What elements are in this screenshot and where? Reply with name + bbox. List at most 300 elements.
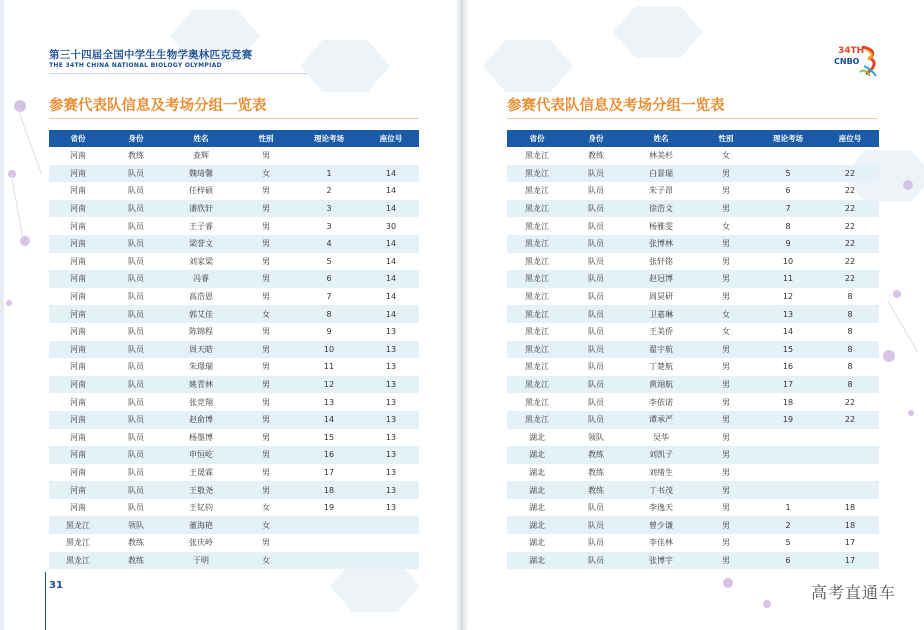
section-title: 参赛代表队信息及考场分组一览表 (507, 98, 725, 114)
cell-exam-room: 9 (326, 327, 332, 337)
cell-role: 队员 (107, 235, 165, 253)
cell-gender: 男 (697, 552, 755, 570)
cell-gender: 男 (697, 235, 755, 253)
cell-name: 查辉 (193, 151, 209, 161)
cell-seat-number (821, 429, 879, 447)
cell-seat-number: 22 (821, 270, 879, 288)
molecule-dot (14, 100, 26, 112)
cell-name: 于明 (165, 552, 237, 570)
cell-exam-room: 1 (785, 503, 791, 513)
cell-gender: 男 (237, 376, 295, 394)
cell-seat-number: 8 (821, 305, 879, 323)
cell-name: 陈锦程 (189, 327, 213, 337)
table-row (507, 253, 879, 271)
cell-role: 队员 (107, 165, 165, 183)
table-row (49, 534, 419, 552)
table-row (507, 358, 879, 376)
cell-gender: 男 (697, 446, 755, 464)
cell-role: 队员 (588, 503, 604, 513)
cell-name: 王美侨 (649, 327, 673, 337)
cell-name: 刘凯子 (625, 446, 697, 464)
column-header-gender: 性别 (697, 130, 755, 147)
cell-role: 队员 (567, 165, 625, 183)
cell-role: 队员 (107, 446, 165, 464)
cell-seat-number: 22 (821, 235, 879, 253)
cell-province: 黑龙江 (525, 327, 549, 337)
cell-name: 张博林 (625, 235, 697, 253)
page-number-rule (45, 572, 46, 630)
cell-seat-number: 17 (821, 552, 879, 570)
page-number: 31 (49, 580, 63, 591)
cell-gender: 男 (262, 362, 270, 372)
cell-province: 湖北 (529, 432, 545, 442)
cell-seat-number (363, 534, 419, 552)
cell-name: 曾少谦 (625, 516, 697, 534)
cell-role: 教练 (128, 538, 144, 548)
table-row (49, 464, 419, 482)
cell-name: 丁书茂 (625, 481, 697, 499)
cell-role: 队员 (128, 256, 144, 266)
cell-exam-room (755, 446, 821, 464)
molecule-line (17, 108, 42, 174)
cell-seat-number (821, 147, 879, 165)
cell-name: 李佳林 (649, 538, 673, 548)
cell-role: 队员 (128, 503, 144, 513)
cell-seat-number: 13 (385, 503, 397, 513)
cell-gender: 女 (237, 165, 295, 183)
cell-name: 白景瑞 (625, 165, 697, 183)
cell-exam-room: 12 (295, 376, 363, 394)
table-row (49, 376, 419, 394)
cell-role: 领队 (588, 432, 604, 442)
cell-exam-room (295, 534, 363, 552)
cell-role: 队员 (567, 376, 625, 394)
logo-swirl-icon (856, 44, 882, 78)
cell-province: 河南 (70, 186, 86, 196)
molecule-dot (903, 180, 913, 190)
cell-name: 冯睿 (165, 270, 237, 288)
cell-name: 徐浩文 (625, 200, 697, 218)
cell-exam-room: 3 (295, 200, 363, 218)
table-row (507, 516, 879, 534)
cell-exam-room: 16 (295, 446, 363, 464)
cell-province: 河南 (49, 446, 107, 464)
column-header-seat-number: 座位号 (363, 130, 419, 147)
molecule-dot (6, 300, 12, 306)
cell-exam-room: 7 (326, 292, 332, 302)
cell-province: 湖北 (529, 467, 545, 477)
cell-exam-room: 16 (782, 362, 794, 372)
molecule-dot (893, 290, 901, 298)
cell-province: 湖北 (507, 516, 567, 534)
cell-gender: 男 (262, 151, 270, 161)
cell-province: 黑龙江 (49, 552, 107, 570)
table-row (49, 552, 419, 570)
cell-role: 队员 (567, 341, 625, 359)
cell-exam-room: 8 (295, 305, 363, 323)
table-row (49, 235, 419, 253)
cell-exam-room: 13 (323, 397, 335, 407)
cell-seat-number: 8 (847, 292, 853, 302)
cell-gender: 男 (262, 327, 270, 337)
cell-exam-room (755, 481, 821, 499)
cell-exam-room (295, 147, 363, 165)
column-header-province: 省份 (49, 130, 107, 147)
cell-exam-room: 8 (785, 221, 791, 231)
cell-exam-room: 12 (782, 292, 794, 302)
cell-province: 河南 (70, 327, 86, 337)
cell-exam-room: 9 (755, 235, 821, 253)
cell-seat-number: 8 (821, 341, 879, 359)
table-header-row (507, 130, 879, 147)
cell-gender: 男 (697, 270, 755, 288)
cell-gender: 男 (697, 376, 755, 394)
column-header-role: 身份 (567, 130, 625, 147)
cell-province: 湖北 (507, 446, 567, 464)
cell-name: 张轩铭 (649, 256, 673, 266)
cell-province: 黑龙江 (507, 376, 567, 394)
cell-seat-number: 22 (821, 200, 879, 218)
cell-gender: 女 (237, 516, 295, 534)
cell-gender: 女 (237, 552, 295, 570)
table-row (49, 323, 419, 341)
cell-seat-number: 13 (363, 481, 419, 499)
table-row (49, 411, 419, 429)
cell-province: 黑龙江 (49, 516, 107, 534)
cell-gender: 女 (697, 305, 755, 323)
cell-role: 教练 (567, 446, 625, 464)
cell-role: 队员 (128, 397, 144, 407)
cell-role: 队员 (567, 552, 625, 570)
cell-gender: 男 (722, 432, 730, 442)
cell-province: 河南 (49, 341, 107, 359)
table-row (49, 288, 419, 306)
cell-province: 黑龙江 (525, 256, 549, 266)
cell-province: 黑龙江 (525, 186, 549, 196)
cell-seat-number (821, 464, 879, 482)
cell-province: 黑龙江 (525, 362, 549, 372)
cell-name: 郭艾佳 (165, 305, 237, 323)
cell-seat-number: 18 (821, 516, 879, 534)
cell-seat-number: 13 (385, 397, 397, 407)
column-header-name: 姓名 (625, 130, 697, 147)
cell-exam-room: 15 (323, 432, 335, 442)
cell-role: 队员 (107, 305, 165, 323)
cell-province: 黑龙江 (507, 341, 567, 359)
column-header-exam-room: 理论考场 (295, 130, 363, 147)
hexagon-decoration (613, 6, 703, 58)
cell-gender: 男 (722, 292, 730, 302)
cell-province: 河南 (70, 432, 86, 442)
cell-gender: 男 (697, 481, 755, 499)
cell-province: 黑龙江 (507, 200, 567, 218)
cell-name: 丁楚航 (649, 362, 673, 372)
cnbo-logo (834, 44, 884, 80)
cell-seat-number: 14 (363, 235, 419, 253)
table-row (507, 446, 879, 464)
cell-name: 王晟霖 (189, 467, 213, 477)
table-row (507, 429, 879, 447)
page-edge (0, 0, 4, 630)
cell-name: 申恒屹 (165, 446, 237, 464)
table-body (49, 147, 419, 569)
cell-role: 队员 (588, 362, 604, 372)
molecule-line (887, 300, 918, 352)
cell-seat-number: 14 (385, 186, 397, 196)
cell-gender: 男 (722, 186, 730, 196)
cell-exam-room: 19 (755, 411, 821, 429)
cell-seat-number: 17 (844, 538, 856, 548)
cell-gender: 女 (262, 503, 270, 513)
cell-exam-room: 5 (785, 538, 791, 548)
cell-name: 潘欣轩 (165, 200, 237, 218)
cell-province: 河南 (70, 151, 86, 161)
table-row (507, 147, 879, 165)
cell-seat-number: 8 (821, 376, 879, 394)
table-row (49, 446, 419, 464)
cell-province: 湖北 (507, 552, 567, 570)
cell-province: 河南 (49, 165, 107, 183)
cell-name: 谭承严 (625, 411, 697, 429)
cell-exam-room: 5 (755, 165, 821, 183)
cell-gender: 男 (697, 516, 755, 534)
cell-exam-room: 14 (782, 327, 794, 337)
right-page (463, 0, 924, 630)
cell-gender: 女 (722, 327, 730, 337)
cell-role: 队员 (128, 292, 144, 302)
book-gutter (455, 0, 469, 630)
cell-name: 高浩恩 (189, 292, 213, 302)
cell-gender: 男 (262, 432, 270, 442)
cell-province: 河南 (49, 270, 107, 288)
cell-gender: 男 (697, 341, 755, 359)
column-header-gender: 性别 (237, 130, 295, 147)
cell-gender: 男 (237, 235, 295, 253)
cell-seat-number: 13 (385, 432, 397, 442)
cell-seat-number (363, 147, 419, 165)
cell-gender: 男 (262, 292, 270, 302)
table-row (507, 534, 879, 552)
cell-name: 刘家梁 (189, 256, 213, 266)
cell-seat-number: 14 (363, 165, 419, 183)
cell-name: 杨雅雯 (649, 221, 673, 231)
cell-exam-room: 2 (755, 516, 821, 534)
cell-role: 队员 (107, 341, 165, 359)
column-header-seat-number: 座位号 (821, 130, 879, 147)
cell-gender: 男 (237, 341, 295, 359)
table-row (507, 270, 879, 288)
cell-gender: 男 (262, 397, 270, 407)
cell-name: 赵俞博 (165, 411, 237, 429)
cell-seat-number: 14 (363, 200, 419, 218)
cell-seat-number (821, 446, 879, 464)
cell-province: 河南 (70, 467, 86, 477)
cell-seat-number: 14 (363, 305, 419, 323)
cell-gender: 男 (262, 186, 270, 196)
table-row (507, 217, 879, 235)
cell-role: 队员 (588, 186, 604, 196)
table-row (49, 393, 419, 411)
molecule-dot (908, 410, 914, 416)
table-row (507, 341, 879, 359)
cell-seat-number: 13 (385, 362, 397, 372)
cell-gender: 男 (697, 165, 755, 183)
cell-gender: 男 (262, 256, 270, 266)
cell-name: 梁誉文 (165, 235, 237, 253)
cell-name: 魏琦馨 (165, 165, 237, 183)
cell-role: 队员 (107, 481, 165, 499)
cell-gender: 男 (722, 503, 730, 513)
cell-exam-room: 19 (323, 503, 335, 513)
cell-role: 教练 (107, 552, 165, 570)
table-row (49, 182, 419, 200)
cell-province: 河南 (70, 503, 86, 513)
header-title: 第三十四届全国中学生生物学奥林匹克竞赛 (49, 49, 253, 61)
cell-exam-room: 7 (755, 200, 821, 218)
cell-seat-number: 22 (844, 186, 856, 196)
cell-seat-number: 13 (363, 376, 419, 394)
cell-gender: 男 (237, 411, 295, 429)
table-row (49, 217, 419, 235)
cell-province: 湖北 (529, 538, 545, 548)
header-divider (49, 73, 307, 74)
cell-seat-number: 22 (821, 411, 879, 429)
hexagon-decoration (300, 40, 390, 92)
cell-province: 湖北 (529, 503, 545, 513)
cell-role: 教练 (567, 481, 625, 499)
cell-gender: 男 (722, 467, 730, 477)
cell-seat-number (363, 552, 419, 570)
cell-seat-number: 22 (821, 165, 879, 183)
cell-province: 黑龙江 (525, 292, 549, 302)
molecule-line (11, 175, 23, 239)
cell-role: 队员 (107, 270, 165, 288)
cell-province: 黑龙江 (525, 221, 549, 231)
cell-exam-room: 11 (755, 270, 821, 288)
column-header-province: 省份 (507, 130, 567, 147)
cell-gender: 男 (722, 538, 730, 548)
cell-role: 队员 (128, 327, 144, 337)
watermark-text: 高考直通车 (810, 583, 896, 602)
cell-role: 队员 (567, 516, 625, 534)
cell-role: 教练 (128, 151, 144, 161)
table-row (507, 235, 879, 253)
cell-name: 杨墨博 (189, 432, 213, 442)
cell-role: 队员 (588, 397, 604, 407)
cell-exam-room: 5 (326, 256, 332, 266)
table-row (507, 165, 879, 183)
molecule-dot (763, 600, 771, 608)
cell-gender: 男 (237, 481, 295, 499)
cell-seat-number: 22 (844, 256, 856, 266)
cell-gender: 男 (237, 446, 295, 464)
table-row (507, 393, 879, 411)
cell-gender: 男 (262, 467, 270, 477)
cell-name: 周昊研 (649, 292, 673, 302)
cell-name: 张庆岭 (189, 538, 213, 548)
cell-name: 朱子昂 (649, 186, 673, 196)
section-divider (49, 118, 419, 119)
table-row (49, 305, 419, 323)
cell-province: 黑龙江 (507, 235, 567, 253)
cell-name: 林美杉 (649, 151, 673, 161)
cell-name: 姚青林 (165, 376, 237, 394)
table-row (49, 429, 419, 447)
cell-role: 队员 (567, 235, 625, 253)
table-header-row (49, 130, 419, 147)
table-row (49, 341, 419, 359)
cell-province: 河南 (49, 235, 107, 253)
cell-role: 队员 (588, 292, 604, 302)
cell-name: 张竞翔 (189, 397, 213, 407)
cell-role: 队员 (567, 270, 625, 288)
cell-province: 河南 (70, 362, 86, 372)
cell-province: 河南 (70, 397, 86, 407)
cell-province: 河南 (49, 305, 107, 323)
cell-role: 领队 (107, 516, 165, 534)
cell-province: 黑龙江 (507, 165, 567, 183)
cell-name: 赵冠博 (625, 270, 697, 288)
cell-name: 董海艳 (165, 516, 237, 534)
cell-seat-number: 13 (363, 341, 419, 359)
table-row (507, 376, 879, 394)
cell-seat-number: 13 (363, 446, 419, 464)
molecule-dot (883, 350, 895, 362)
table-row (507, 499, 879, 517)
cell-exam-room: 17 (755, 376, 821, 394)
cell-role: 队员 (107, 200, 165, 218)
section-title: 参赛代表队信息及考场分组一览表 (49, 98, 267, 114)
cell-name: 王子睿 (189, 221, 213, 231)
cell-seat-number (821, 481, 879, 499)
cell-exam-room: 14 (295, 411, 363, 429)
table-row (507, 288, 879, 306)
cell-seat-number: 14 (385, 292, 397, 302)
cell-role: 教练 (588, 151, 604, 161)
cell-province: 河南 (70, 256, 86, 266)
column-header-role: 身份 (107, 130, 165, 147)
cell-name: 王敬尧 (165, 481, 237, 499)
cell-name: 刘绪生 (649, 467, 673, 477)
cell-exam-room: 17 (323, 467, 335, 477)
cell-gender: 男 (697, 200, 755, 218)
cell-exam-room: 6 (295, 270, 363, 288)
cell-province: 黑龙江 (525, 397, 549, 407)
table-body (507, 147, 879, 569)
cell-gender: 男 (237, 200, 295, 218)
column-header-name: 姓名 (165, 130, 237, 147)
cell-role: 队员 (128, 432, 144, 442)
table-row (49, 253, 419, 271)
cell-exam-room (295, 552, 363, 570)
section-divider (507, 118, 877, 119)
table-row (507, 305, 879, 323)
cell-province: 湖北 (507, 481, 567, 499)
cell-role: 队员 (128, 362, 144, 372)
cell-gender: 女 (722, 151, 730, 161)
cell-gender: 男 (262, 221, 270, 231)
table-row (49, 499, 419, 517)
team-info-table (49, 130, 419, 569)
cell-role: 队员 (567, 411, 625, 429)
cell-province: 河南 (70, 221, 86, 231)
table-row (507, 182, 879, 200)
cell-name: 周天皓 (165, 341, 237, 359)
cell-exam-room: 6 (785, 186, 791, 196)
cell-exam-room: 10 (295, 341, 363, 359)
cell-province: 河南 (49, 411, 107, 429)
logo-text: CNBO (834, 57, 860, 66)
